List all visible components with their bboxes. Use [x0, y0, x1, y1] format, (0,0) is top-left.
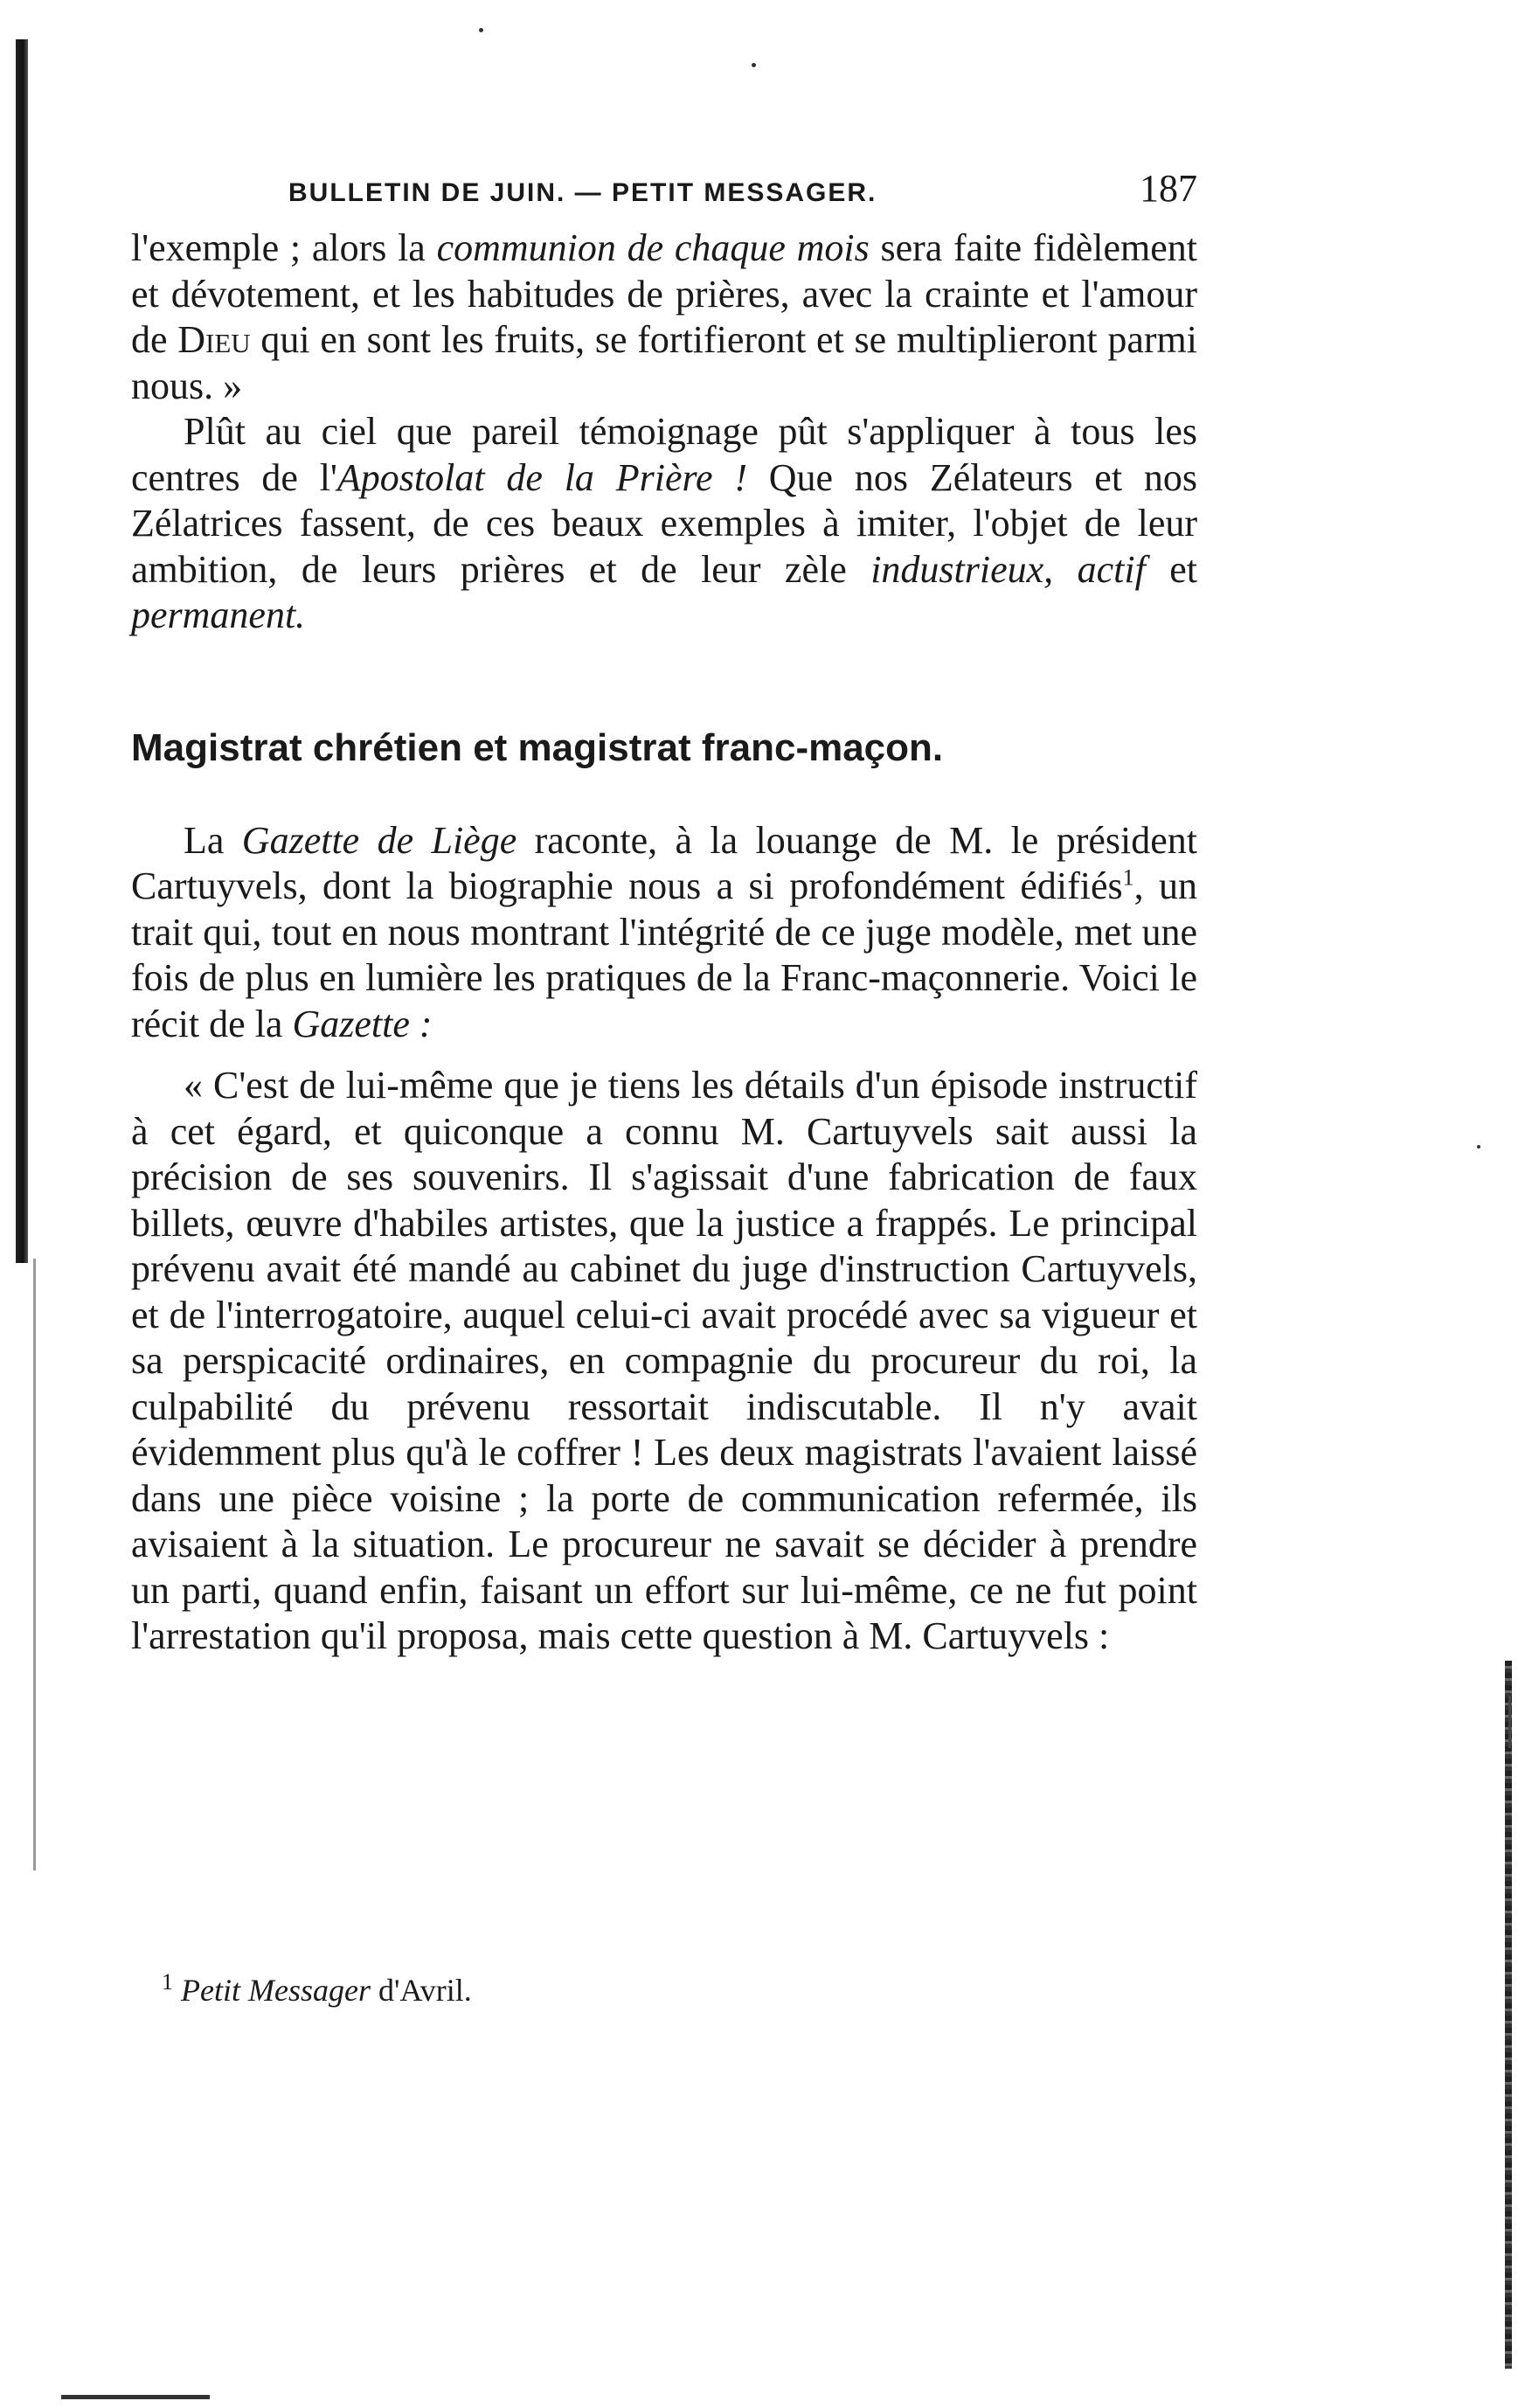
text-run: Que nos Zélateurs et nos Zélatrices fassent, de ces beaux exemples à imiter, l'objet de leur ambition, de leurs prières et de leur zèle: [131, 455, 1197, 591]
text-run: l'exemple ; alors la: [131, 226, 437, 269]
page-number: 187: [1140, 167, 1197, 210]
scan-edge-right-mark: [1508, 1696, 1511, 1748]
text-run: , un trait qui, tout en nous montrant l'intégrité de ce juge modèle, met une fois de plus en lumière les pratiques de la Franc-maçonnerie. Voici le récit de la: [131, 864, 1198, 1045]
scan-edge-right: [1505, 1661, 1512, 2369]
footnote-reference: 1: [1122, 864, 1134, 891]
section-heading: Magistrat chrétien et magistrat franc-maçon.: [131, 725, 944, 769]
text-run: sera faite fidèlement et dévotement, et les habitudes de prières, avec la crainte et l'amour de: [131, 226, 1198, 361]
paragraph-quotation: « C'est de lui-même que je tiens les détails d'un épisode instructif à cet égard, et quiconque a connu M. Cartuyvels sait aussi la précision de ses souvenirs. Il s'agissait d'une fabrication de faux billets, œuvre d'habiles artistes, que la justice a frappés. Le principal prévenu avait été mandé au cabinet du juge d'instruction Cartuyvels, et de l'interrogatoire, auquel celui-ci avait procédé avec sa vigueur et sa perspicacité ordinaires, en compagnie du procureur du roi, la culpabilité du prévenu ressortait indiscutable. Il n'y avait évidemment plus qu'à le coffrer ! Les deux magistrats l'avaient laissé dans une pièce voisine ; la porte de communication refermée, ils avisaient à la situation. Le procureur ne savait se décider à prendre un parti, quand enfin, faisant un effort sur lui-même, ce ne fut point l'arrestation qu'il proposa, mais cette question à M. Cartuyvels :: [131, 1064, 1197, 1657]
text-run: Plût au ciel que pareil témoignage pût s'appliquer à tous les centres de l': [131, 410, 1197, 499]
footnote: [131, 1971, 1197, 2009]
italic-run: Gazette :: [292, 1002, 433, 1045]
text-run: qui en sont les fruits, se fortifieront et se multiplieront parmi nous. »: [131, 318, 1198, 407]
footnote-marker: 1: [162, 1969, 173, 1995]
page-content: [131, 166, 1197, 1660]
paragraph-gazette: [131, 818, 1197, 1048]
scan-edge-left: [16, 39, 28, 1263]
running-head: [131, 166, 1197, 219]
paragraph-apostolat: [131, 409, 1197, 639]
scan-speck: [752, 63, 756, 67]
scan-edge-bottom: [61, 2395, 210, 2399]
scan-edge-left-thin: [33, 1259, 36, 1870]
italic-run: Petit Messager: [181, 1973, 371, 2008]
italic-run: Apostolat de la Prière !: [336, 455, 747, 499]
text-run: et: [1145, 547, 1198, 591]
footnotes: [131, 1971, 1197, 2009]
text-run: raconte, à la louange de M. le président Cartuyvels, dont la biographie nous a si profondément édifiés: [131, 818, 1197, 907]
scan-speck: [1477, 1145, 1480, 1148]
scan-speck: [479, 28, 483, 32]
italic-run: communion de chaque mois: [436, 226, 870, 269]
italic-run: permanent.: [131, 593, 306, 636]
text-run: La: [184, 818, 242, 862]
running-head-title: BULLETIN DE JUIN. — PETIT MESSAGER.: [288, 178, 877, 207]
italic-run: Gazette de Liège: [241, 818, 517, 862]
text-run: d'Avril.: [370, 1973, 472, 2008]
italic-run: industrieux, actif: [870, 547, 1146, 591]
smallcaps-run: Dieu: [177, 318, 251, 361]
paragraph-continued: [131, 226, 1197, 409]
